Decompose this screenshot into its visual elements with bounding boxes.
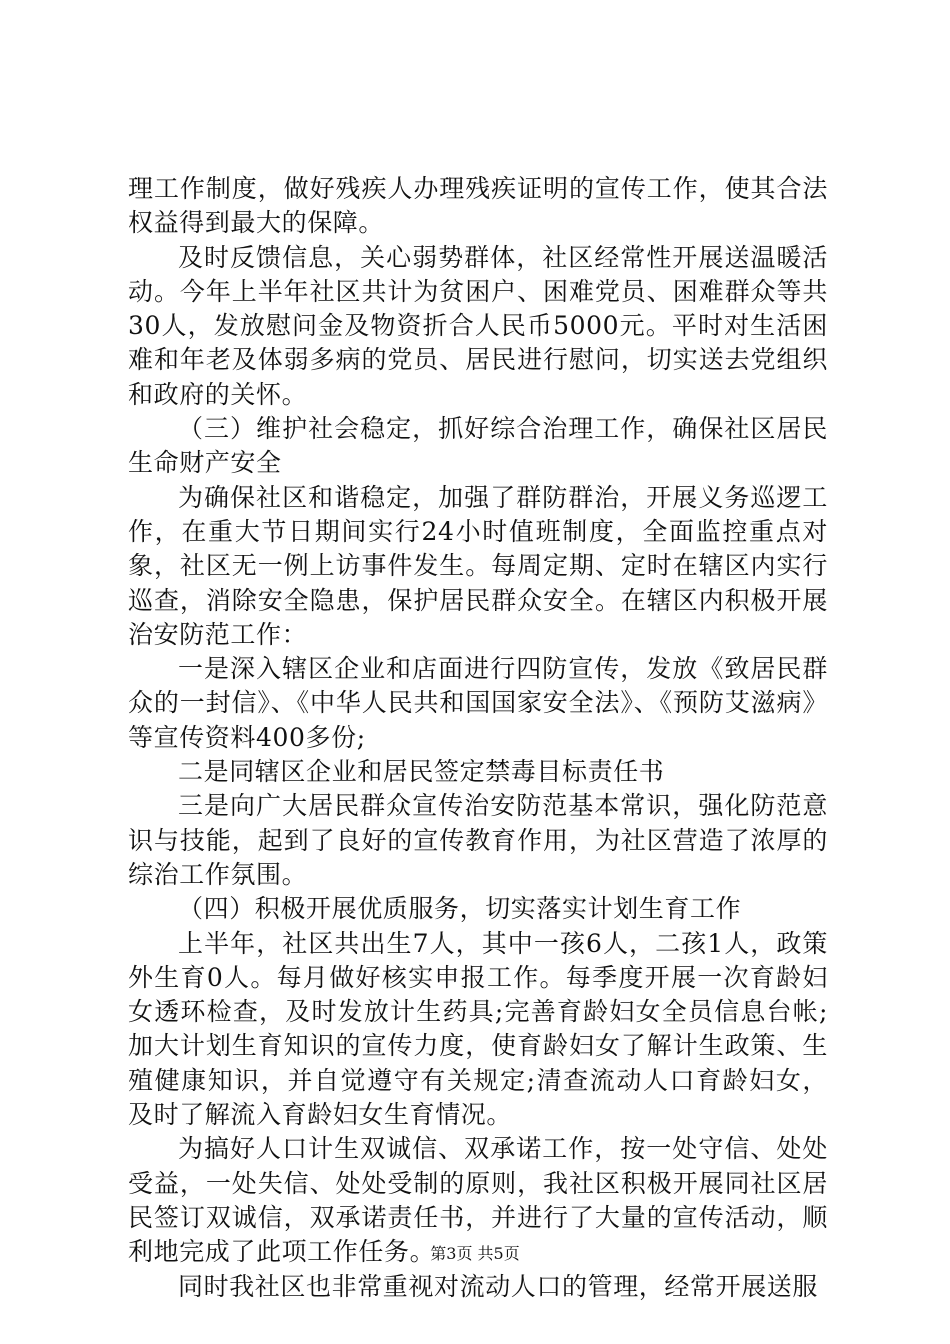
- paragraph-2: 及时反馈信息，关心弱势群体，社区经常性开展送温暖活动。今年上半年社区共计为贫困户、困难党员、困难群众等共30人，发放慰问金及物资折合人民币5000元。平时对生活困难和年老及体弱多病的党员、居民进行慰问，切实送去党组织和政府的关怀。: [128, 242, 828, 409]
- paragraph-4: 为确保社区和谐稳定，加强了群防群治，开展义务巡逻工作，在重大节日期间实行24小时值班制度，全面监控重点对象，社区无一例上访事件发生。每周定期、定时在辖区内实行巡查，消除安全隐患，保护居民群众安全。在辖区内积极开展治安防范工作：: [128, 482, 828, 649]
- paragraph-9: 上半年，社区共出生7人，其中一孩6人，二孩1人，政策外生育0人。每月做好核实申报工作。每季度开展一次育龄妇女透环检查，及时发放计生药具;完善育龄妇女全员信息台帐;加大计划生育知识的宣传力度，使育龄妇女了解计生政策、生殖健康知识，并自觉遵守有关规定;清查流动人口育龄妇女，及时了解流入育龄妇女生育情况。: [128, 928, 828, 1130]
- section-heading-3: （三）维护社会稳定，抓好综合治理工作，确保社区居民生命财产安全: [128, 414, 828, 478]
- paragraph-11: 同时我社区也非常重视对流动人口的管理，经常开展送服: [178, 1271, 819, 1301]
- paragraph-6: 二是同辖区企业和居民签定禁毒目标责任书: [178, 757, 665, 787]
- page-footer: 第3页 共5页: [430, 1244, 520, 1263]
- paragraph-7: 三是向广大居民群众宣传治安防范基本常识，强化防范意识与技能，起到了良好的宣传教育作用，为社区营造了浓厚的综治工作氛围。: [128, 791, 828, 889]
- paragraph-1: 理工作制度，做好残疾人办理残疾证明的宣传工作，使其合法权益得到最大的保障。: [128, 174, 828, 238]
- section-heading-4: （四）积极开展优质服务，切实落实计划生育工作: [178, 894, 742, 924]
- paragraph-5: 一是深入辖区企业和店面进行四防宣传，发放《致居民群众的一封信》、《中华人民共和国国家安全法》、《预防艾滋病》等宣传资料400多份;: [128, 654, 828, 752]
- paragraph-10: 为搞好人口计生双诚信、双承诺工作，按一处守信、处处受益，一处失信、处处受制的原则，我社区积极开展同社区居民签订双诚信，双承诺责任书，并进行了大量的宣传活动，顺利地完成了此项工作任务。: [128, 1134, 828, 1267]
- document-body: [128, 172, 828, 1304]
